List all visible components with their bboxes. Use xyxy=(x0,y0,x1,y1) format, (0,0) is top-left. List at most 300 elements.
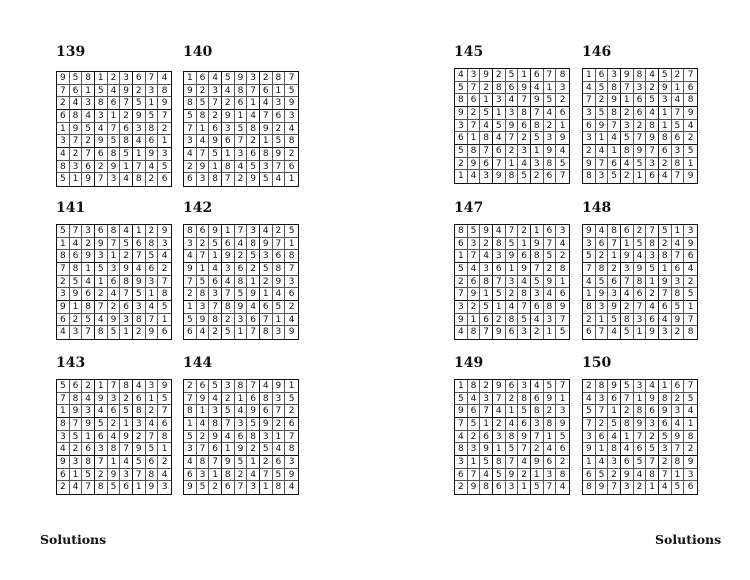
sudoku-cell: 6 xyxy=(120,481,133,494)
sudoku-cell: 4 xyxy=(247,469,260,482)
sudoku-cell: 8 xyxy=(260,393,273,406)
sudoku-cell: 6 xyxy=(634,107,647,120)
sudoku-cell: 3 xyxy=(146,276,159,289)
sudoku-cell: 3 xyxy=(82,405,95,418)
sudoku-cell: 6 xyxy=(556,443,569,456)
sudoku-cell: 6 xyxy=(247,393,260,406)
sudoku-cell: 4 xyxy=(518,456,531,469)
sudoku-cell: 9 xyxy=(455,314,468,327)
sudoku-cell: 2 xyxy=(544,120,557,133)
sudoku-cell: 1 xyxy=(659,107,672,120)
sudoku-cell: 7 xyxy=(184,123,197,136)
sudoku-cell: 2 xyxy=(672,393,685,406)
sudoku-cell: 2 xyxy=(596,418,609,431)
sudoku-cell: 8 xyxy=(146,123,159,136)
sudoku-cell: 5 xyxy=(468,418,481,431)
sudoku-cell: 8 xyxy=(531,120,544,133)
sudoku-cell: 5 xyxy=(531,481,544,494)
sudoku-cell: 3 xyxy=(57,431,70,444)
sudoku-cell: 3 xyxy=(596,393,609,406)
sudoku-cell: 2 xyxy=(197,85,210,98)
sudoku-cell: 6 xyxy=(672,380,685,393)
sudoku-cell: 6 xyxy=(531,69,544,82)
sudoku-cell: 4 xyxy=(197,135,210,148)
sudoku-cell: 1 xyxy=(556,120,569,133)
sudoku-cell: 5 xyxy=(82,123,95,136)
sudoku-cell: 2 xyxy=(634,120,647,133)
sudoku-cell: 9 xyxy=(646,132,659,145)
sudoku-cell: 5 xyxy=(596,276,609,289)
sudoku-cell: 8 xyxy=(556,263,569,276)
sudoku-cell: 7 xyxy=(596,158,609,171)
sudoku-cell: 1 xyxy=(455,380,468,393)
sudoku-cell: 3 xyxy=(95,443,108,456)
sudoku-cell: 9 xyxy=(659,82,672,95)
sudoku-cell: 5 xyxy=(57,225,70,238)
sudoku-cell: 9 xyxy=(288,327,295,338)
sudoku-cell: 5 xyxy=(82,314,95,327)
puzzle-number: 146 xyxy=(582,44,612,60)
sudoku-cell: 9 xyxy=(646,326,659,339)
sudoku-cell: 6 xyxy=(493,145,506,158)
sudoku-cell: 7 xyxy=(146,72,159,85)
sudoku-cell: 5 xyxy=(285,393,298,406)
sudoku-cell: 1 xyxy=(184,418,197,431)
sudoku-cell: 7 xyxy=(146,431,159,444)
sudoku-cell: 2 xyxy=(108,72,121,85)
sudoku-cell: 8 xyxy=(659,250,672,263)
sudoku-cell: 1 xyxy=(209,469,222,482)
sudoku-cell: 7 xyxy=(506,225,519,238)
sudoku-cell: 6 xyxy=(608,158,621,171)
sudoku-cell: 3 xyxy=(82,97,95,110)
sudoku-cell: 3 xyxy=(531,288,544,301)
sudoku-cell: 7 xyxy=(646,456,659,469)
sudoku-cell: 5 xyxy=(646,443,659,456)
sudoku-cell: 1 xyxy=(57,405,70,418)
sudoku-cell: 7 xyxy=(531,107,544,120)
sudoku-cell: 8 xyxy=(506,314,519,327)
sudoku-cell: 6 xyxy=(146,263,159,276)
sudoku-cell: 5 xyxy=(209,148,222,161)
sudoku-cell: 1 xyxy=(468,132,481,145)
puzzle-number: 149 xyxy=(454,355,484,371)
sudoku-cell: 1 xyxy=(480,418,493,431)
sudoku-cell: 4 xyxy=(672,418,685,431)
sudoku-cell: 5 xyxy=(634,158,647,171)
sudoku-cell: 2 xyxy=(468,301,481,314)
sudoku-cell: 9 xyxy=(672,314,685,327)
sudoku-cell: 7 xyxy=(634,132,647,145)
sudoku-cell: 1 xyxy=(646,276,659,289)
sudoku-cell: 2 xyxy=(480,82,493,95)
sudoku-cell: 7 xyxy=(108,238,121,251)
sudoku-cell: 1 xyxy=(596,132,609,145)
sudoku-cell: 9 xyxy=(518,82,531,95)
sudoku-cell: 8 xyxy=(108,225,121,238)
sudoku-cell: 9 xyxy=(684,107,697,120)
sudoku-cell: 3 xyxy=(247,481,260,494)
sudoku-cell: 8 xyxy=(687,327,694,338)
sudoku-cell: 7 xyxy=(133,161,146,174)
sudoku-cell: 5 xyxy=(583,405,596,418)
sudoku-cell: 1 xyxy=(455,250,468,263)
sudoku-cell: 1 xyxy=(108,250,121,263)
sudoku-cell: 8 xyxy=(544,158,557,171)
sudoku-cell: 9 xyxy=(146,148,159,161)
sudoku-cell: 6 xyxy=(518,250,531,263)
sudoku-cell: 6 xyxy=(285,288,298,301)
sudoku-cell: 7 xyxy=(120,288,133,301)
sudoku-cell: 4 xyxy=(596,225,609,238)
sudoku-cell: 1 xyxy=(247,97,260,110)
sudoku-cell: 9 xyxy=(646,393,659,406)
sudoku-grid xyxy=(454,68,570,184)
sudoku-cell: 3 xyxy=(273,326,286,339)
sudoku-cell: 8 xyxy=(247,123,260,136)
sudoku-cell: 3 xyxy=(506,481,519,494)
sudoku-cell: 4 xyxy=(209,72,222,85)
sudoku-cell: 8 xyxy=(184,405,197,418)
sudoku-cell: 3 xyxy=(260,250,273,263)
sudoku-cell: 9 xyxy=(506,250,519,263)
sudoku-cell: 1 xyxy=(634,326,647,339)
sudoku-cell: 5 xyxy=(273,135,286,148)
sudoku-grid xyxy=(56,224,172,340)
sudoku-cell: 1 xyxy=(146,288,159,301)
sudoku-cell: 7 xyxy=(133,469,146,482)
sudoku-cell: 3 xyxy=(120,469,133,482)
sudoku-cell: 2 xyxy=(518,225,531,238)
sudoku-cell: 8 xyxy=(235,380,248,393)
sudoku-cell: 2 xyxy=(260,456,273,469)
sudoku-cell: 5 xyxy=(197,97,210,110)
sudoku-cell: 7 xyxy=(95,301,108,314)
sudoku-cell: 2 xyxy=(158,456,171,469)
sudoku-cell: 3 xyxy=(197,173,210,186)
sudoku-cell: 9 xyxy=(82,418,95,431)
sudoku-cell: 8 xyxy=(583,301,596,314)
sudoku-cell: 8 xyxy=(158,288,171,301)
sudoku-cell: 4 xyxy=(544,443,557,456)
sudoku-cell: 5 xyxy=(506,443,519,456)
sudoku-cell: 7 xyxy=(209,97,222,110)
sudoku-cell: 1 xyxy=(531,225,544,238)
sudoku-cell: 5 xyxy=(146,250,159,263)
sudoku-cell: 2 xyxy=(556,94,569,107)
sudoku-cell: 1 xyxy=(608,405,621,418)
sudoku-cell: 7 xyxy=(518,443,531,456)
sudoku-cell: 5 xyxy=(158,393,171,406)
sudoku-cell: 7 xyxy=(583,418,596,431)
sudoku-cell: 2 xyxy=(95,161,108,174)
sudoku-cell: 9 xyxy=(95,238,108,251)
sudoku-cell: 1 xyxy=(285,380,298,393)
sudoku-cell: 1 xyxy=(493,443,506,456)
sudoku-cell: 9 xyxy=(608,301,621,314)
sudoku-cell: 1 xyxy=(596,314,609,327)
sudoku-cell: 7 xyxy=(70,418,83,431)
sudoku-cell: 7 xyxy=(518,94,531,107)
sudoku-cell: 4 xyxy=(108,431,121,444)
sudoku-cell: 9 xyxy=(556,301,569,314)
sudoku-cell: 9 xyxy=(108,314,121,327)
sudoku-cell: 4 xyxy=(608,132,621,145)
sudoku-cell: 2 xyxy=(621,405,634,418)
sudoku-cell: 8 xyxy=(184,225,197,238)
sudoku-cell: 5 xyxy=(273,469,286,482)
sudoku-cell: 5 xyxy=(108,135,121,148)
sudoku-cell: 8 xyxy=(531,405,544,418)
sudoku-cell: 9 xyxy=(209,135,222,148)
sudoku-cell: 2 xyxy=(108,301,121,314)
sudoku-cell: 4 xyxy=(260,97,273,110)
sudoku-cell: 8 xyxy=(247,238,260,251)
sudoku-cell: 5 xyxy=(455,263,468,276)
sudoku-cell: 2 xyxy=(684,276,697,289)
sudoku-cell: 6 xyxy=(70,250,83,263)
sudoku-cell: 7 xyxy=(556,314,569,327)
sudoku-cell: 9 xyxy=(621,69,634,82)
sudoku-cell: 9 xyxy=(82,173,95,186)
sudoku-cell: 8 xyxy=(672,158,685,171)
sudoku-cell: 5 xyxy=(659,431,672,444)
sudoku-cell: 7 xyxy=(70,225,83,238)
sudoku-cell: 8 xyxy=(518,393,531,406)
sudoku-cell: 3 xyxy=(184,443,197,456)
sudoku-cell: 9 xyxy=(260,238,273,251)
sudoku-cell: 3 xyxy=(608,69,621,82)
sudoku-cell: 5 xyxy=(544,250,557,263)
sudoku-cell: 3 xyxy=(95,110,108,123)
sudoku-cell: 6 xyxy=(273,110,286,123)
sudoku-cell: 4 xyxy=(596,456,609,469)
sudoku-cell: 8 xyxy=(672,456,685,469)
sudoku-cell: 1 xyxy=(158,443,171,456)
sudoku-cell: 9 xyxy=(468,481,481,494)
sudoku-cell: 4 xyxy=(222,276,235,289)
sudoku-cell: 8 xyxy=(583,170,596,183)
sudoku-cell: 6 xyxy=(455,469,468,482)
sudoku-cell: 7 xyxy=(684,314,697,327)
sudoku-cell: 7 xyxy=(184,393,197,406)
sudoku-cell: 9 xyxy=(260,418,273,431)
sudoku-cell: 3 xyxy=(108,173,121,186)
sudoku-cell: 3 xyxy=(285,276,298,289)
sudoku-cell: 7 xyxy=(235,225,248,238)
sudoku-cell: 6 xyxy=(583,120,596,133)
sudoku-cell: 1 xyxy=(95,380,108,393)
sudoku-cell: 7 xyxy=(672,170,685,183)
sudoku-cell: 6 xyxy=(468,405,481,418)
sudoku-cell: 2 xyxy=(209,110,222,123)
sudoku-cell: 3 xyxy=(209,288,222,301)
sudoku-cell: 6 xyxy=(684,250,697,263)
sudoku-cell: 4 xyxy=(659,314,672,327)
sudoku-cell: 9 xyxy=(455,405,468,418)
sudoku-cell: 3 xyxy=(247,72,260,85)
sudoku-cell: 2 xyxy=(184,380,197,393)
sudoku-cell: 1 xyxy=(506,158,519,171)
sudoku-cell: 2 xyxy=(146,405,159,418)
sudoku-cell: 1 xyxy=(133,225,146,238)
sudoku-cell: 4 xyxy=(659,170,672,183)
sudoku-cell: 9 xyxy=(222,456,235,469)
puzzle-number: 147 xyxy=(454,200,484,216)
page-footer: Solutions xyxy=(655,532,722,547)
sudoku-cell: 4 xyxy=(493,132,506,145)
sudoku-cell: 7 xyxy=(646,145,659,158)
sudoku-cell: 3 xyxy=(133,301,146,314)
sudoku-cell: 4 xyxy=(146,418,159,431)
sudoku-cell: 3 xyxy=(222,263,235,276)
sudoku-cell: 6 xyxy=(480,431,493,444)
sudoku-cell: 4 xyxy=(82,393,95,406)
sudoku-cell: 2 xyxy=(556,456,569,469)
sudoku-cell: 5 xyxy=(285,85,298,98)
sudoku-cell: 3 xyxy=(260,161,273,174)
sudoku-cell: 3 xyxy=(480,393,493,406)
sudoku-cell: 1 xyxy=(608,250,621,263)
sudoku-cell: 9 xyxy=(235,301,248,314)
sudoku-cell: 7 xyxy=(120,443,133,456)
sudoku-cell: 2 xyxy=(480,380,493,393)
sudoku-cell: 3 xyxy=(684,225,697,238)
sudoku-cell: 8 xyxy=(684,94,697,107)
sudoku-cell: 1 xyxy=(222,225,235,238)
sudoku-cell: 3 xyxy=(518,145,531,158)
sudoku-cell: 6 xyxy=(608,393,621,406)
sudoku-cell: 5 xyxy=(197,481,210,494)
sudoku-cell: 1 xyxy=(518,481,531,494)
sudoku-cell: 7 xyxy=(247,326,260,339)
sudoku-cell: 4 xyxy=(95,123,108,136)
sudoku-cell: 7 xyxy=(596,326,609,339)
sudoku-cell: 9 xyxy=(684,456,697,469)
sudoku-cell: 7 xyxy=(235,481,248,494)
sudoku-cell: 2 xyxy=(544,405,557,418)
sudoku-cell: 7 xyxy=(468,120,481,133)
sudoku-cell: 3 xyxy=(158,148,171,161)
sudoku-cell: 2 xyxy=(506,145,519,158)
sudoku-cell: 1 xyxy=(634,393,647,406)
sudoku-cell: 1 xyxy=(95,276,108,289)
sudoku-cell: 8 xyxy=(285,135,298,148)
sudoku-cell: 2 xyxy=(621,170,634,183)
sudoku-cell: 2 xyxy=(235,173,248,186)
sudoku-cell: 4 xyxy=(493,225,506,238)
sudoku-cell: 8 xyxy=(544,418,557,431)
sudoku-cell: 7 xyxy=(468,469,481,482)
sudoku-cell: 1 xyxy=(468,314,481,327)
sudoku-cell: 1 xyxy=(197,263,210,276)
sudoku-cell: 3 xyxy=(659,443,672,456)
sudoku-cell: 3 xyxy=(285,456,298,469)
sudoku-cell: 2 xyxy=(197,238,210,251)
sudoku-cell: 8 xyxy=(672,288,685,301)
sudoku-cell: 7 xyxy=(197,443,210,456)
sudoku-cell: 9 xyxy=(634,263,647,276)
sudoku-cell: 9 xyxy=(209,431,222,444)
sudoku-cell: 1 xyxy=(480,288,493,301)
sudoku-cell: 7 xyxy=(493,276,506,289)
sudoku-cell: 2 xyxy=(646,431,659,444)
sudoku-cell: 3 xyxy=(133,418,146,431)
sudoku-cell: 1 xyxy=(518,69,531,82)
sudoku-cell: 7 xyxy=(273,405,286,418)
sudoku-cell: 9 xyxy=(184,481,197,494)
sudoku-cell: 5 xyxy=(133,97,146,110)
sudoku-cell: 4 xyxy=(70,481,83,494)
sudoku-cell: 6 xyxy=(209,443,222,456)
sudoku-cell: 4 xyxy=(531,314,544,327)
sudoku-cell: 7 xyxy=(684,380,697,393)
sudoku-cell: 8 xyxy=(70,263,83,276)
sudoku-cell: 1 xyxy=(120,418,133,431)
sudoku-cell: 8 xyxy=(583,481,596,494)
puzzle-number: 150 xyxy=(582,355,612,371)
sudoku-cell: 5 xyxy=(70,276,83,289)
sudoku-cell: 2 xyxy=(468,107,481,120)
sudoku-cell: 9 xyxy=(57,72,70,85)
sudoku-cell: 3 xyxy=(468,238,481,251)
sudoku-cell: 1 xyxy=(158,135,171,148)
sudoku-cell: 9 xyxy=(544,276,557,289)
sudoku-cell: 6 xyxy=(209,276,222,289)
sudoku-cell: 9 xyxy=(518,431,531,444)
sudoku-cell: 6 xyxy=(531,393,544,406)
sudoku-cell: 7 xyxy=(95,456,108,469)
sudoku-cell: 5 xyxy=(608,418,621,431)
sudoku-cell: 2 xyxy=(133,326,146,339)
sudoku-cell: 9 xyxy=(480,443,493,456)
sudoku-cell: 5 xyxy=(493,288,506,301)
sudoku-cell: 3 xyxy=(197,301,210,314)
sudoku-cell: 7 xyxy=(684,69,697,82)
sudoku-cell: 2 xyxy=(596,250,609,263)
sudoku-cell: 6 xyxy=(146,456,159,469)
sudoku-cell: 3 xyxy=(468,69,481,82)
sudoku-cell: 2 xyxy=(82,135,95,148)
sudoku-cell: 4 xyxy=(70,238,83,251)
sudoku-cell: 7 xyxy=(197,148,210,161)
sudoku-cell: 5 xyxy=(672,120,685,133)
sudoku-cell: 3 xyxy=(480,170,493,183)
puzzle-number: 144 xyxy=(183,355,213,371)
sudoku-cell: 6 xyxy=(659,301,672,314)
sudoku-cell: 8 xyxy=(209,418,222,431)
sudoku-cell: 1 xyxy=(672,469,685,482)
sudoku-cell: 7 xyxy=(672,443,685,456)
sudoku-cell: 5 xyxy=(621,326,634,339)
sudoku-grid xyxy=(56,379,172,495)
sudoku-cell: 8 xyxy=(273,263,286,276)
sudoku-cell: 4 xyxy=(260,380,273,393)
sudoku-cell: 9 xyxy=(57,456,70,469)
sudoku-cell: 3 xyxy=(583,132,596,145)
sudoku-cell: 7 xyxy=(455,418,468,431)
sudoku-grid xyxy=(183,379,299,495)
sudoku-cell: 9 xyxy=(158,380,171,393)
sudoku-cell: 4 xyxy=(583,276,596,289)
sudoku-cell: 5 xyxy=(659,69,672,82)
sudoku-cell: 3 xyxy=(506,276,519,289)
sudoku-cell: 9 xyxy=(222,250,235,263)
sudoku-cell: 2 xyxy=(120,250,133,263)
sudoku-cell: 5 xyxy=(57,380,70,393)
sudoku-cell: 7 xyxy=(506,456,519,469)
sudoku-cell: 6 xyxy=(273,250,286,263)
